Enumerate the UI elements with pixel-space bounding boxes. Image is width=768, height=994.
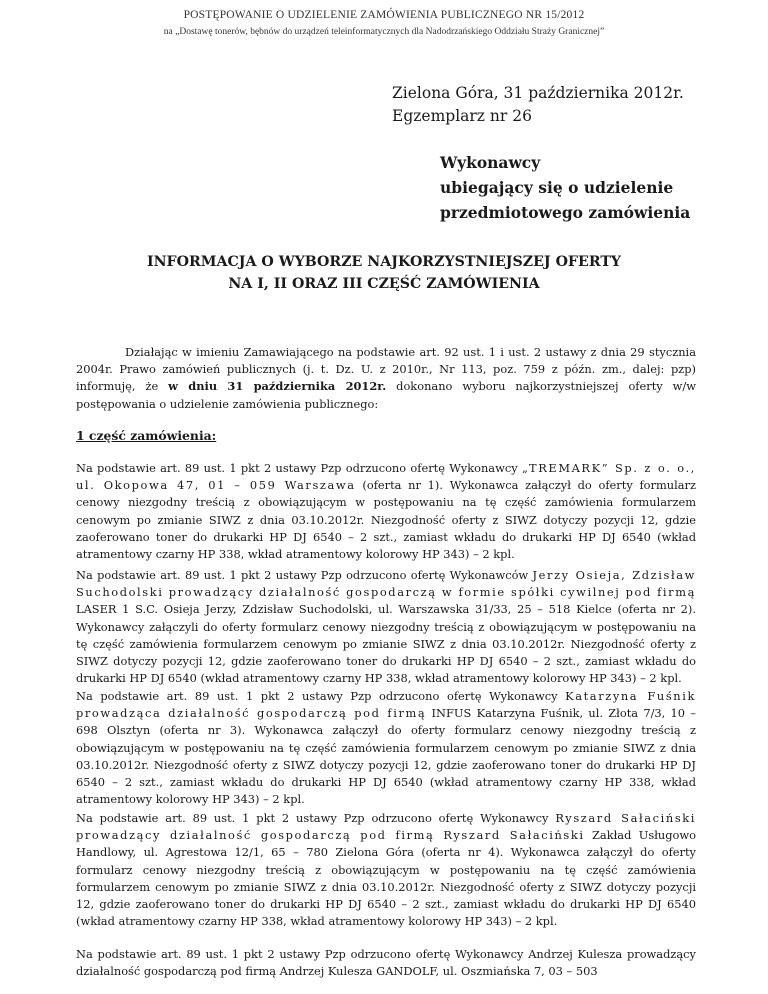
paragraph-offer-5 — [76, 946, 696, 980]
p4-text-b: Zakład Usługowo Handlowy, ul. Agrestowa 12/1, 65 – 780 Zielona Góra (oferta nr 4). Wykonawca załączył do oferty formularz cenowy niezgodny treścią z obowiązującym w postępowaniu na tę część zamówienia formularzem cenowym po zmianie SIWZ z dnia 03.10.2012r. Niezgodność oferty z SIWZ dotyczy pozycji 12, gdzie zaoferowano toner do drukarki HP DJ 6540 – 2 szt., zamiast wkładu do drukarki HP DJ 6540 (wkład atramentowy czarny HP 338, wkład atramentowy kolorowy HP 343) – 2 kpl. — [76, 828, 696, 929]
title-line-2: NA I, II ORAZ III CZĘŚĆ ZAMÓWIENIA — [228, 276, 540, 292]
p3-text-b: INFUS Katarzyna Fuśnik, ul. Złota 7/3, 10 – 698 Olsztyn (oferta nr 3). Wykonawca załączył do oferty formularz cenowy niezgodny treścią z obowiązującym w postępowaniu na tę część zamówienia formularzem cenowym po zmianie SIWZ z dnia 03.10.2012r. Niezgodność oferty z SIWZ dotyczy pozycji 12, gdzie zaoferowano toner do drukarki HP DJ 6540 – 2 szt., zamiast wkładu do drukarki HP DJ 6540 (wkład atramentowy czarny HP 338, wkład atramentowy kolorowy HP 343) – 2 kpl. — [76, 706, 696, 807]
p1-contractor: „TREMARK” Sp. z o. o., ul. Okopowa 47, 01 – 059 Warszawa — [76, 461, 696, 493]
paragraph-offer-2 — [76, 567, 696, 687]
p3-contractor: Katarzyna Fuśnik prowadząca działalność gospodarczą pod firmą — [76, 689, 696, 721]
section-1-heading: 1 część zamówienia: — [76, 428, 217, 443]
paragraph-offer-4 — [76, 810, 696, 930]
intro-text-b: dokonano wyboru najkorzystniejszej oferty w/w postępowania o udzielenie zamówienia publicznego: — [76, 379, 697, 411]
p4-text-a: Na podstawie art. 89 ust. 1 pkt 2 ustawy Pzp odrzucono ofertę Wykonawcy — [76, 811, 556, 825]
paragraph-offer-3 — [76, 688, 696, 808]
recipient-line-2: ubiegający się o udzielenie — [440, 178, 674, 197]
place-date: Zielona Góra, 31 października 2012r. — [392, 84, 684, 102]
p4-contractor: Ryszard Sałaciński prowadzący działalność gospodarczą pod firmą Ryszard Sałaciński — [76, 811, 697, 843]
title-line-1: INFORMACJA O WYBORZE NAJKORZYSTNIEJSZEJ OFERTY — [146, 254, 622, 270]
intro-date-bold: w dniu 31 października 2012r. — [168, 379, 387, 394]
recipient-line-3: przedmiotowego zamówienia — [440, 203, 691, 222]
recipient-block — [440, 150, 690, 225]
p3-text-a: Na podstawie art. 89 ust. 1 pkt 2 ustawy Pzp odrzucono ofertę Wykonawcy — [76, 689, 566, 703]
p2-contractor: Jerzy Osieja, Zdzisław Suchodolski prowadzący działalność gospodarczą w formie spółki cywilnej pod firmą — [76, 568, 696, 600]
p1-text-a: Na podstawie art. 89 ust. 1 pkt 2 ustawy Pzp odrzucono ofertę Wykonawcy — [76, 461, 522, 475]
place-date-block — [392, 82, 684, 128]
paragraph-offer-1 — [76, 460, 696, 563]
document-title — [0, 251, 768, 295]
header-procedure-number: POSTĘPOWANIE O UDZIELENIE ZAMÓWIENIA PUBLICZNEGO NR 15/2012 — [183, 9, 585, 21]
p2-text-b: LASER 1 S.C. Osieja Jerzy, Zdzisław Suchodolski, ul. Warszawska 31/33, 25 – 518 Kielce (oferta nr 2). Wykonawcy załączyli do oferty formularz cenowy niezgodny treścią z obowiązującym w postępowaniu na tę część zamówienia formularzem cenowym po zmianie SIWZ z dnia 03.10.2012r. Niezgodność oferty z SIWZ dotyczy pozycji 12, gdzie zaoferowano toner do drukarki HP DJ 6540 – 2 szt., zamiast wkładu do drukarki HP DJ 6540 (wkład atramentowy czarny HP 338, wkład atramentowy kolorowy HP 343) – 2 kpl. — [76, 602, 696, 686]
recipient-line-1: Wykonawcy — [440, 153, 541, 172]
p1-text-b: (oferta nr 1). Wykonawca załączył do oferty formularz cenowy niezgodny treścią z obowiązującym w postępowaniu na tę część zamówienia formularzem cenowym po zmianie SIWZ z dnia 03.10.2012r. Niezgodność oferty z SIWZ dotyczy pozycji 12, gdzie zaoferowano toner do drukarki HP DJ 6540 – 2 szt., zamiast wkładu do drukarki HP DJ 6540 (wkład atramentowy czarny HP 338, wkład atramentowy kolorowy HP 343) – 2 kpl. — [76, 478, 697, 562]
header-subject: na „Dostawę tonerów, bębnów do urządzeń teleinformatycznych dla Nadodrzańskiego Oddziału Straży Granicznej” — [163, 27, 605, 37]
p2-text-a: Na podstawie art. 89 ust. 1 pkt 2 ustawy Pzp odrzucono ofertę Wykonawców — [76, 568, 533, 582]
intro-text-a: Działając w imieniu Zamawiającego na podstawie art. 92 ust. 1 i ust. 2 ustawy z dnia 29 stycznia 2004r. Prawo zamówień publicznych (j. t. Dz. U. z 2010r., Nr 113, poz. 759 z późn. zm., dalej: pzp) informuję, że — [76, 345, 696, 394]
intro-paragraph — [76, 344, 696, 413]
copy-number: Egzemplarz nr 26 — [392, 107, 532, 125]
p5-text: Na podstawie art. 89 ust. 1 pkt 2 ustawy Pzp odrzucono ofertę Wykonawcy Andrzej Kulesza prowadzący działalność gospodarczą pod firmą Andrzej Kulesza GANDOLF, ul. Oszmiańska 7, 03 – 503 — [76, 947, 696, 979]
